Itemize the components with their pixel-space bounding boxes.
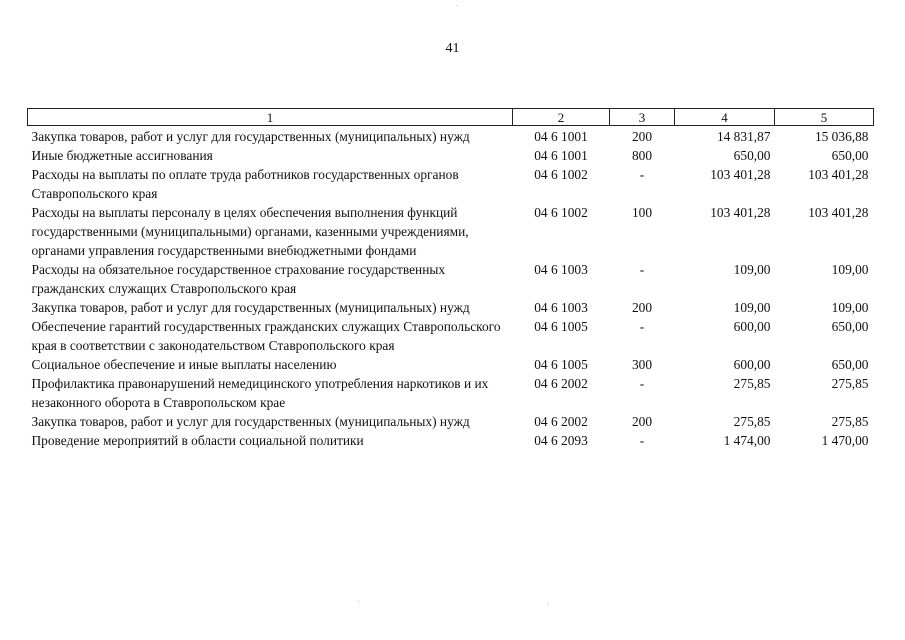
row-amount-2: 650,00 (831, 357, 869, 372)
row-code: 04 6 1005 (534, 319, 588, 334)
row-amount-1: 600,00 (733, 319, 771, 334)
table-row (28, 374, 874, 412)
scan-speck (548, 604, 549, 605)
row-amount-2: 275,85 (831, 414, 869, 429)
row-amount-2: 103 401,28 (808, 205, 869, 220)
table-row (28, 317, 874, 355)
row-amount-1: 600,00 (733, 357, 771, 372)
header-row (28, 109, 874, 126)
row-expense-type: 200 (631, 129, 653, 144)
row-name: Иные бюджетные ассигнования (31, 148, 213, 163)
table-row (28, 260, 874, 298)
scan-speck (457, 5, 458, 6)
row-code: 04 6 2093 (534, 433, 588, 448)
row-amount-1: 14 831,87 (716, 129, 771, 144)
column-header-5: 5 (775, 109, 874, 126)
row-amount-1: 275,85 (733, 376, 771, 391)
row-name: Проведение мероприятий в области социальной политики (31, 433, 364, 448)
row-amount-2: 275,85 (831, 376, 869, 391)
row-amount-2: 650,00 (831, 148, 869, 163)
row-code: 04 6 1005 (534, 357, 588, 372)
row-expense-type: - (639, 262, 645, 277)
row-code: 04 6 2002 (534, 414, 588, 429)
table-row (28, 165, 874, 203)
row-expense-type: 100 (631, 205, 653, 220)
column-header-3: 3 (610, 109, 675, 126)
row-code: 04 6 1003 (534, 300, 588, 315)
row-expense-type: - (639, 319, 645, 334)
row-expense-type: - (639, 433, 645, 448)
row-amount-2: 15 036,88 (814, 129, 869, 144)
row-code: 04 6 1002 (534, 205, 588, 220)
row-expense-type: 200 (631, 300, 653, 315)
row-amount-1: 103 401,28 (710, 205, 771, 220)
row-name: Закупка товаров, работ и услуг для государственных (муниципальных) нужд (31, 300, 470, 315)
row-amount-1: 1 474,00 (723, 433, 771, 448)
row-amount-2: 1 470,00 (821, 433, 869, 448)
row-amount-1: 109,00 (733, 300, 771, 315)
row-amount-2: 103 401,28 (808, 167, 869, 182)
table-header (28, 109, 874, 126)
row-name: Расходы на обязательное государственное страхование государственных гражданских служащих Ставропольского края (31, 262, 446, 296)
row-amount-2: 650,00 (831, 319, 869, 334)
column-header-4: 4 (675, 109, 775, 126)
budget-table (27, 108, 874, 450)
row-amount-1: 109,00 (733, 262, 771, 277)
table-body (28, 126, 874, 451)
column-header-1: 1 (28, 109, 513, 126)
row-amount-1: 275,85 (733, 414, 771, 429)
row-name: Обеспечение гарантий государственных гражданских служащих Ставропольского края в соответствии с законодательством Ставропольского края (31, 319, 501, 353)
table-row (28, 355, 874, 374)
table-row (28, 298, 874, 317)
table-row (28, 412, 874, 431)
row-expense-type: 200 (631, 414, 653, 429)
row-name: Расходы на выплаты по оплате труда работников государственных органов Ставропольского края (31, 167, 459, 201)
row-expense-type: 300 (631, 357, 653, 372)
row-name: Профилактика правонарушений немедицинского употребления наркотиков и их незаконного оборота в Ставропольском крае (31, 376, 489, 410)
row-name: Расходы на выплаты персоналу в целях обеспечения выполнения функций государственными (муниципальными) органами, казенными учреждениями, органами управления государственными внебюджетными фондами (31, 205, 469, 258)
row-expense-type: - (639, 167, 645, 182)
table-row (28, 431, 874, 450)
row-name: Социальное обеспечение и иные выплаты населению (31, 357, 337, 372)
row-amount-1: 103 401,28 (710, 167, 771, 182)
row-amount-1: 650,00 (733, 148, 771, 163)
row-name: Закупка товаров, работ и услуг для государственных (муниципальных) нужд (31, 414, 470, 429)
row-expense-type: - (639, 376, 645, 391)
row-expense-type: 800 (631, 148, 653, 163)
row-code: 04 6 1001 (534, 148, 588, 163)
column-header-2: 2 (513, 109, 610, 126)
row-amount-2: 109,00 (831, 300, 869, 315)
page-number: 41 (445, 41, 460, 56)
table-row (28, 203, 874, 260)
scan-speck (358, 601, 359, 602)
row-code: 04 6 1002 (534, 167, 588, 182)
table-row (28, 126, 874, 147)
row-code: 04 6 1001 (534, 129, 588, 144)
table-row (28, 146, 874, 165)
row-code: 04 6 2002 (534, 376, 588, 391)
row-amount-2: 109,00 (831, 262, 869, 277)
row-code: 04 6 1003 (534, 262, 588, 277)
row-name: Закупка товаров, работ и услуг для государственных (муниципальных) нужд (31, 129, 470, 144)
